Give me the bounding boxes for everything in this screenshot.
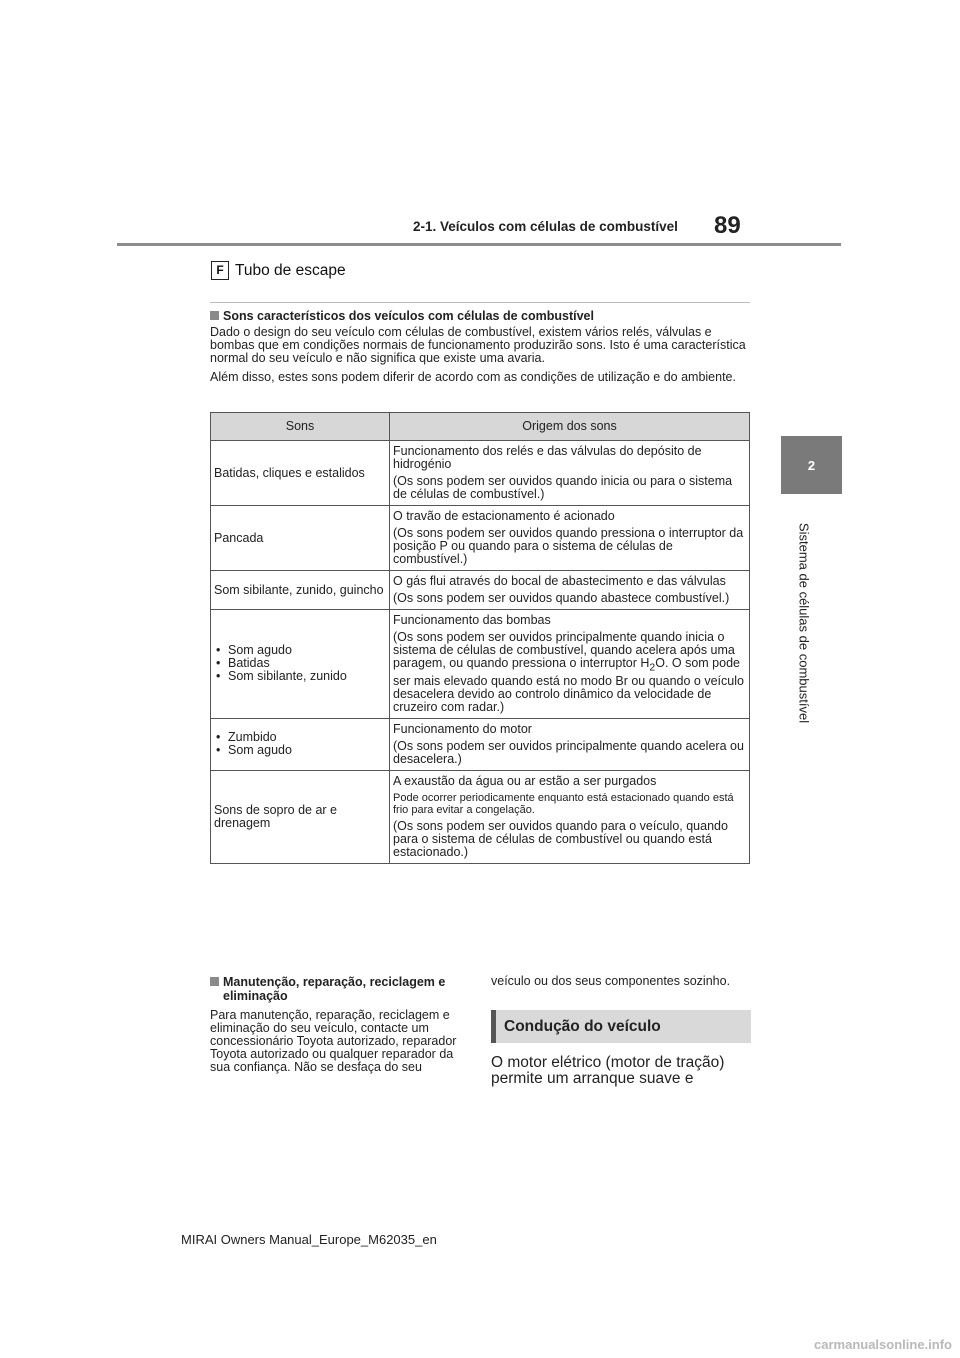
list-item: • Zumbido — [214, 731, 386, 744]
chapter-number: 2 — [807, 457, 816, 473]
list-item: • Som agudo — [214, 644, 386, 657]
table-header-row — [211, 413, 750, 441]
sound-list — [214, 731, 386, 757]
right-column — [491, 975, 751, 1087]
item-letter-box: F — [211, 261, 229, 280]
chapter-label-text: Sistema de células de combustível — [796, 522, 812, 723]
chapter-tab[interactable] — [781, 436, 842, 494]
sound-cell — [211, 718, 390, 770]
list-item: • Som sibilante, zunido — [214, 670, 386, 683]
item-label: Tubo de escape — [235, 261, 346, 279]
driving-text: O motor elétrico (motor de tração) permite um arranque suave e — [491, 1054, 725, 1087]
origin-text: O gás flui através do bocal de abastecimento e das válvulas — [393, 574, 726, 588]
square-bullet-icon — [210, 977, 219, 986]
sounds-paragraph-1: Dado o design do seu veículo com células de combustível, existem vários relés, válvulas e bombas que em condições normais de funcionamento produzirão sons. Isto é uma característica normal do seu veículo e não significa que existe uma avaria. — [210, 325, 746, 365]
maintenance-section — [210, 975, 472, 1074]
origin-cell — [390, 770, 750, 863]
origin-note: (Os sons podem ser ouvidos principalmente quando acelera ou desacelera.) — [393, 738, 744, 766]
origin-note: (Os sons podem ser ouvidos quando para o veículo, quando para o sistema de células de combustível ou quando está estacionado.) — [393, 818, 728, 859]
item-f — [211, 261, 346, 280]
maintenance-heading: Manutenção, reparação, reciclagem e eliminação — [210, 975, 472, 1003]
origin-text: Funcionamento das bombas — [393, 613, 551, 627]
origin-cell — [390, 571, 750, 610]
sounds-section — [210, 309, 755, 384]
origin-note: (Os sons podem ser ouvidos quando pressiona o interruptor da posição P ou quando para o sistema de células de combustível.) — [393, 526, 744, 566]
page-number: 89 — [714, 212, 741, 239]
section-divider — [210, 302, 750, 303]
sounds-heading: Sons característicos dos veículos com células de combustível — [210, 309, 755, 323]
subscript: 2 — [649, 662, 656, 674]
origin-cell — [390, 610, 750, 719]
origin-text: O travão de estacionamento é acionado — [393, 509, 615, 523]
sound-cell — [211, 610, 390, 719]
table-row — [211, 441, 750, 506]
origin-cell — [390, 506, 750, 571]
maintenance-paragraph: Para manutenção, reparação, reciclagem e eliminação do seu veículo, contacte um concessionário Toyota autorizado, reparador Toyota autorizado ou qualquer reparador da sua confiança. Não se desfaça do seu — [210, 1008, 457, 1074]
table-row — [211, 506, 750, 571]
origin-cell — [390, 441, 750, 506]
table-row — [211, 610, 750, 719]
driving-heading: Condução do veículo — [491, 1010, 751, 1043]
origin-text: Funcionamento do motor — [393, 721, 532, 736]
origin-note: (Os sons podem ser ouvidos quando inicia ou para o sistema de células de combustível.) — [393, 474, 733, 501]
header-divider — [117, 243, 841, 246]
sounds-paragraph-2: Além disso, estes sons podem diferir de acordo com as condições de utilização e do ambiente. — [210, 370, 736, 384]
sound-list — [214, 644, 386, 683]
origin-note: (Os sons podem ser ouvidos quando abastece combustível.) — [393, 591, 730, 605]
list-item: • Som agudo — [214, 744, 386, 757]
origin-text: Funcionamento dos relés e das válvulas do depósito de hidrogénio — [393, 444, 702, 471]
sound-cell: Batidas, cliques e estalidos — [211, 441, 390, 506]
chapter-label — [795, 505, 813, 740]
table-row — [211, 571, 750, 610]
table-row — [211, 718, 750, 770]
table-row — [211, 770, 750, 863]
origin-note: (Os sons podem ser ouvidos principalmente quando inicia o sistema de células de combustível, quando acelera após uma paragem, ou quando pressiona o interruptor $H_2O$. O som pode ser mais elevado quando está no modo Br ou quando o veículo desacelera devido ao controlo dinâmico da velocidade de cruzeiro com radar.) — [393, 630, 744, 714]
footer-text: MIRAI Owners Manual_Europe_M62035_en — [181, 1232, 437, 1247]
sound-cell: Pancada — [211, 506, 390, 571]
origin-text: A exaustão da água ou ar estão a ser purgados — [393, 773, 657, 788]
origin-cell — [390, 718, 750, 770]
section-title: 2-1. Veículos com células de combustível — [413, 219, 678, 234]
sounds-table — [210, 412, 750, 864]
column-header-sons: Sons — [211, 413, 390, 441]
sound-cell: Som sibilante, zunido, guincho — [211, 571, 390, 610]
watermark: carmanualsonline.info — [814, 1337, 952, 1352]
column-header-origem: Origem dos sons — [390, 413, 750, 441]
maintenance-continuation: veículo ou dos seus componentes sozinho. — [491, 974, 731, 988]
square-bullet-icon — [210, 311, 219, 320]
list-item: • Batidas — [214, 657, 386, 670]
sound-cell: Sons de sopro de ar e drenagem — [211, 770, 390, 863]
origin-small-note: Pode ocorrer periodicamente enquanto está estacionado quando está frio para evitar a congelação. — [393, 791, 734, 816]
